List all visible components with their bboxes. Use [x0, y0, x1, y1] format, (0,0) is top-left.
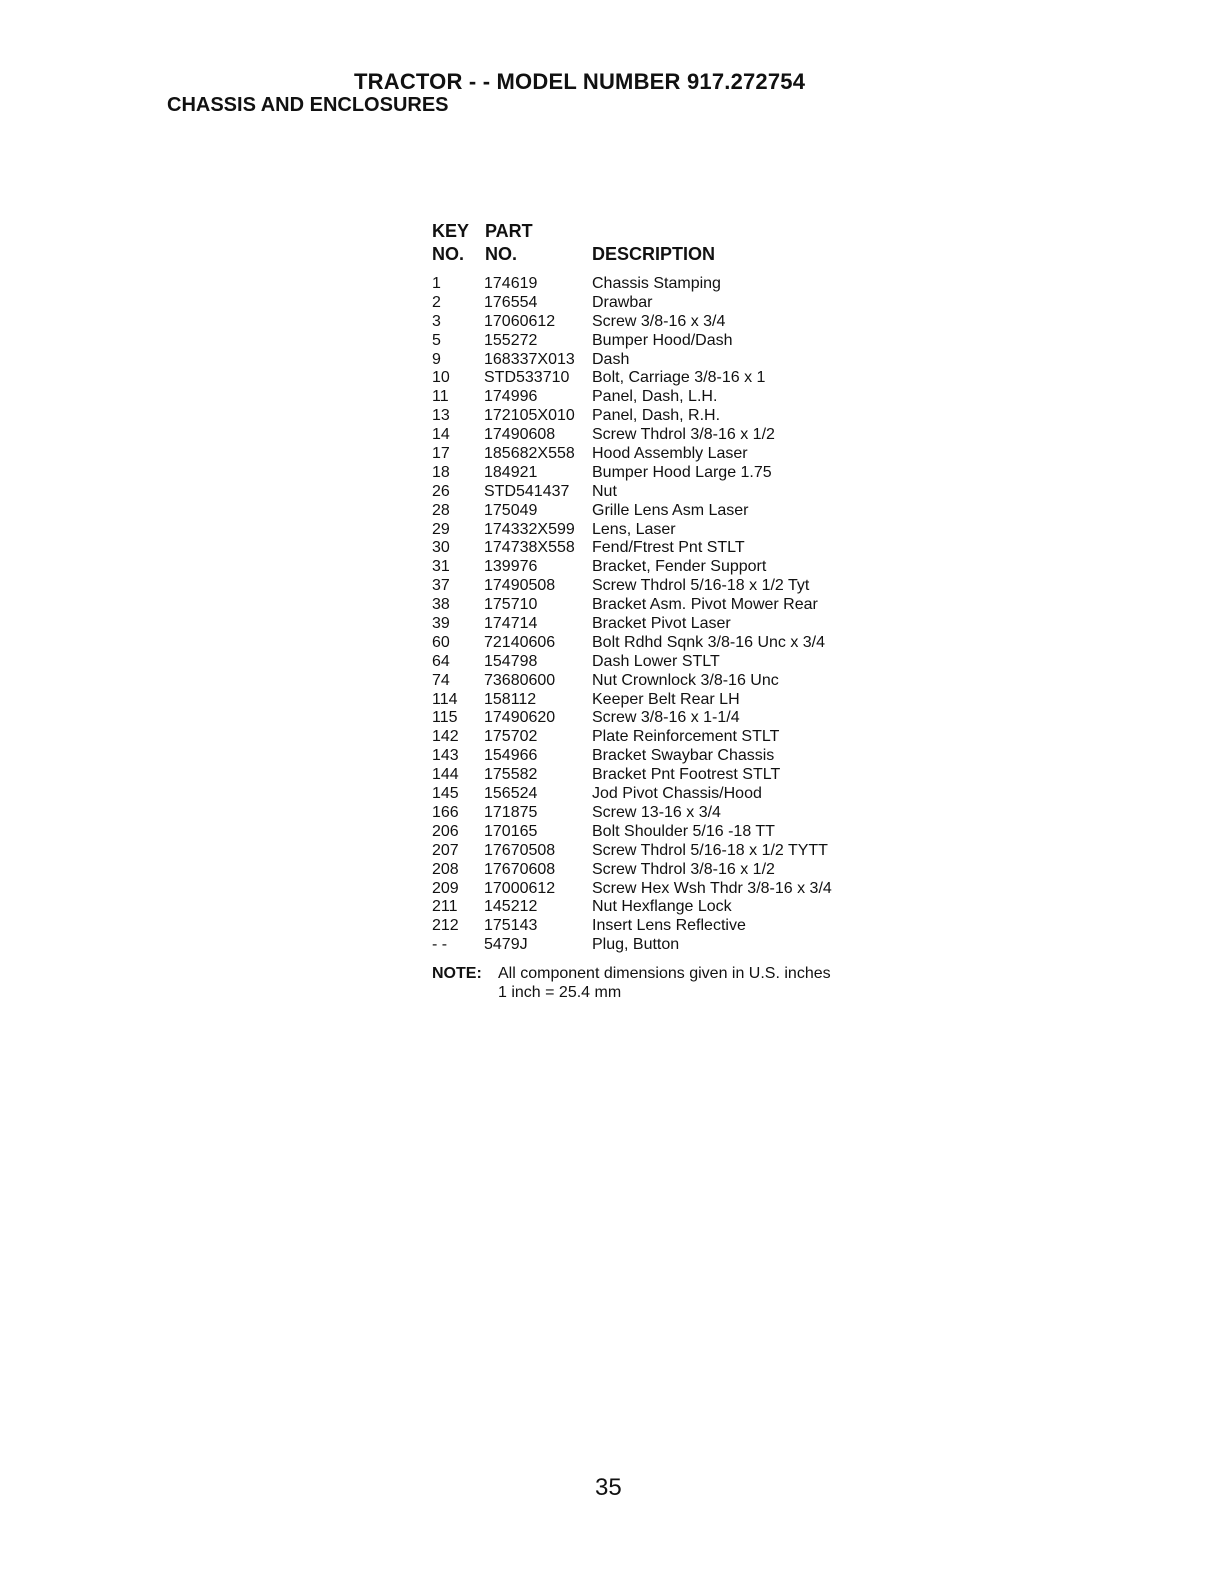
part-no-cell: 174996: [484, 388, 538, 406]
description-cell: Drawbar: [592, 293, 653, 311]
key-no-cell: 10: [432, 369, 450, 387]
table-row: [432, 351, 872, 370]
table-row: [432, 502, 872, 521]
section-subtitle: CHASSIS AND ENCLOSURES: [167, 94, 449, 116]
key-no-cell: 5: [432, 331, 441, 349]
key-no-cell: 166: [432, 803, 459, 821]
table-row: [432, 672, 872, 691]
parts-list-header: [432, 221, 872, 265]
page-number: 35: [595, 1474, 622, 1501]
description-cell: Bolt Shoulder 5/16 -18 TT: [592, 822, 775, 840]
key-no-cell: 30: [432, 539, 450, 557]
table-row: [432, 558, 872, 577]
part-no-cell: 170165: [484, 822, 538, 840]
table-row: [432, 483, 872, 502]
part-no-cell: 158112: [484, 690, 537, 708]
description-cell: Bumper Hood Large 1.75: [592, 463, 772, 481]
key-no-cell: 14: [432, 426, 450, 444]
header-part-line1: PART: [485, 221, 533, 241]
note: [432, 964, 872, 1004]
part-no-cell: 176554: [484, 293, 538, 311]
table-row: [432, 691, 872, 710]
part-no-cell: 154798: [484, 652, 538, 670]
table-row: [432, 842, 872, 861]
description-cell: Bolt Rdhd Sqnk 3/8-16 Unc x 3/4: [592, 633, 826, 651]
description-cell: Panel, Dash, L.H.: [592, 388, 718, 406]
description-cell: Nut Hexflange Lock: [592, 898, 732, 916]
table-row: [432, 747, 872, 766]
key-no-cell: 2: [432, 293, 441, 311]
part-no-cell: 17670608: [484, 860, 556, 878]
part-no-cell: 17490508: [484, 577, 556, 595]
key-no-cell: 28: [432, 501, 450, 519]
key-no-cell: 114: [432, 690, 458, 708]
note-line-2: 1 inch = 25.4 mm: [498, 984, 622, 1002]
key-no-cell: 144: [432, 766, 459, 784]
key-no-cell: 115: [432, 709, 458, 727]
key-no-cell: 64: [432, 652, 450, 670]
description-cell: Bracket, Fender Support: [592, 558, 767, 576]
part-no-cell: 175710: [484, 596, 538, 614]
table-row: [432, 653, 872, 672]
key-no-cell: 13: [432, 407, 450, 425]
part-no-cell: STD533710: [484, 369, 570, 387]
description-cell: Keeper Belt Rear LH: [592, 690, 740, 708]
table-row: [432, 766, 872, 785]
part-no-cell: 184921: [484, 463, 538, 481]
description-cell: Screw Thdrol 5/16-18 x 1/2 TYTT: [592, 841, 828, 859]
key-no-cell: 1: [432, 275, 441, 292]
part-no-cell: 156524: [484, 785, 538, 803]
key-no-cell: 74: [432, 671, 450, 689]
description-cell: Bracket Pnt Footrest STLT: [592, 766, 781, 784]
table-row: [432, 426, 872, 445]
part-no-cell: 175049: [484, 501, 538, 519]
table-row: [432, 539, 872, 558]
description-cell: Bracket Swaybar Chassis: [592, 747, 775, 765]
description-cell: Grille Lens Asm Laser: [592, 501, 749, 519]
key-no-cell: 38: [432, 596, 450, 614]
table-row: [432, 407, 872, 426]
description-cell: Lens, Laser: [592, 520, 676, 538]
description-cell: Screw Thdrol 3/8-16 x 1/2: [592, 860, 775, 878]
table-row: [432, 332, 872, 351]
part-no-cell: 17060612: [484, 312, 556, 330]
description-cell: Bumper Hood/Dash: [592, 331, 733, 349]
part-no-cell: 17670508: [484, 841, 556, 859]
key-no-cell: - -: [432, 936, 448, 954]
table-row: [432, 464, 872, 483]
table-row: [432, 880, 872, 899]
description-cell: Screw 3/8-16 x 1-1/4: [592, 709, 740, 727]
table-row: [432, 917, 872, 936]
key-no-cell: 31: [432, 558, 450, 576]
part-no-cell: 5479J: [484, 936, 528, 954]
key-no-cell: 26: [432, 482, 450, 500]
note-label: NOTE:: [432, 965, 482, 983]
key-no-cell: 209: [432, 879, 459, 897]
part-no-cell: 154966: [484, 747, 538, 765]
key-no-cell: 3: [432, 312, 441, 330]
part-no-cell: 174714: [484, 615, 538, 633]
key-no-cell: 18: [432, 463, 450, 481]
part-no-cell: 174619: [484, 275, 538, 292]
description-cell: Dash: [592, 350, 630, 368]
description-cell: Plate Reinforcement STLT: [592, 728, 780, 746]
description-cell: Screw Thdrol 3/8-16 x 1/2: [592, 426, 775, 444]
part-no-cell: 73680600: [484, 671, 556, 689]
key-no-cell: 212: [432, 917, 459, 935]
part-no-cell: 145212: [484, 898, 538, 916]
description-cell: Nut Crownlock 3/8-16 Unc: [592, 671, 779, 689]
key-no-cell: 143: [432, 747, 459, 765]
table-row: [432, 861, 872, 880]
description-cell: Screw Thdrol 5/16-18 x 1/2 Tyt: [592, 577, 810, 595]
description-cell: Bracket Asm. Pivot Mower Rear: [592, 596, 818, 614]
table-row: [432, 898, 872, 917]
part-no-cell: 175143: [484, 917, 538, 935]
key-no-cell: 17: [432, 445, 450, 463]
description-cell: Screw 3/8-16 x 3/4: [592, 312, 726, 330]
table-row: [432, 615, 872, 634]
table-row: [432, 445, 872, 464]
table-row: [432, 275, 872, 294]
part-no-cell: STD541437: [484, 482, 570, 500]
part-no-cell: 17000612: [484, 879, 556, 897]
description-cell: Bracket Pivot Laser: [592, 615, 731, 633]
description-cell: Chassis Stamping: [592, 275, 721, 292]
table-row: [432, 521, 872, 540]
header-description: DESCRIPTION: [592, 244, 716, 264]
table-row: [432, 728, 872, 747]
key-no-cell: 208: [432, 860, 459, 878]
key-no-cell: 211: [432, 898, 458, 916]
key-no-cell: 145: [432, 785, 459, 803]
key-no-cell: 37: [432, 577, 450, 595]
part-no-cell: 174738X558: [484, 539, 575, 557]
table-row: [432, 369, 872, 388]
table-row: [432, 634, 872, 653]
key-no-cell: 9: [432, 350, 441, 368]
description-cell: Nut: [592, 482, 617, 500]
description-cell: Insert Lens Reflective: [592, 917, 746, 935]
parts-rows: [432, 275, 872, 955]
key-no-cell: 60: [432, 633, 450, 651]
part-no-cell: 168337X013: [484, 350, 575, 368]
note-line-1: All component dimensions given in U.S. inches: [498, 965, 831, 983]
part-no-cell: 17490620: [484, 709, 556, 727]
key-no-cell: 11: [432, 388, 449, 406]
table-row: [432, 823, 872, 842]
description-cell: Dash Lower STLT: [592, 652, 720, 670]
key-no-cell: 142: [432, 728, 459, 746]
part-no-cell: 72140606: [484, 633, 556, 651]
header-part-line2: NO.: [485, 244, 518, 264]
description-cell: Hood Assembly Laser: [592, 445, 748, 463]
key-no-cell: 207: [432, 841, 459, 859]
part-no-cell: 185682X558: [484, 445, 575, 463]
table-row: [432, 709, 872, 728]
part-no-cell: 175702: [484, 728, 538, 746]
parts-list: [432, 221, 872, 1004]
part-no-cell: 171875: [484, 803, 538, 821]
key-no-cell: 29: [432, 520, 450, 538]
table-row: [432, 388, 872, 407]
description-cell: Panel, Dash, R.H.: [592, 407, 721, 425]
table-row: [432, 313, 872, 332]
header-key-line2: NO.: [432, 244, 465, 264]
description-cell: Fend/Ftrest Pnt STLT: [592, 539, 745, 557]
table-row: [432, 294, 872, 313]
part-no-cell: 139976: [484, 558, 538, 576]
part-no-cell: 175582: [484, 766, 538, 784]
description-cell: Bolt, Carriage 3/8-16 x 1: [592, 369, 766, 387]
part-no-cell: 172105X010: [484, 407, 575, 425]
table-row: [432, 577, 872, 596]
part-no-cell: 174332X599: [484, 520, 575, 538]
description-cell: Plug, Button: [592, 936, 680, 954]
description-cell: Screw 13-16 x 3/4: [592, 803, 721, 821]
header-key-line1: KEY: [432, 221, 470, 241]
part-no-cell: 17490608: [484, 426, 556, 444]
table-row: [432, 785, 872, 804]
description-cell: Screw Hex Wsh Thdr 3/8-16 x 3/4: [592, 879, 832, 897]
key-no-cell: 206: [432, 822, 459, 840]
key-no-cell: 39: [432, 615, 450, 633]
page-title: TRACTOR - - MODEL NUMBER 917.272754: [354, 69, 806, 94]
table-row: [432, 936, 872, 955]
table-row: [432, 596, 872, 615]
part-no-cell: 155272: [484, 331, 538, 349]
table-row: [432, 804, 872, 823]
description-cell: Jod Pivot Chassis/Hood: [592, 785, 762, 803]
